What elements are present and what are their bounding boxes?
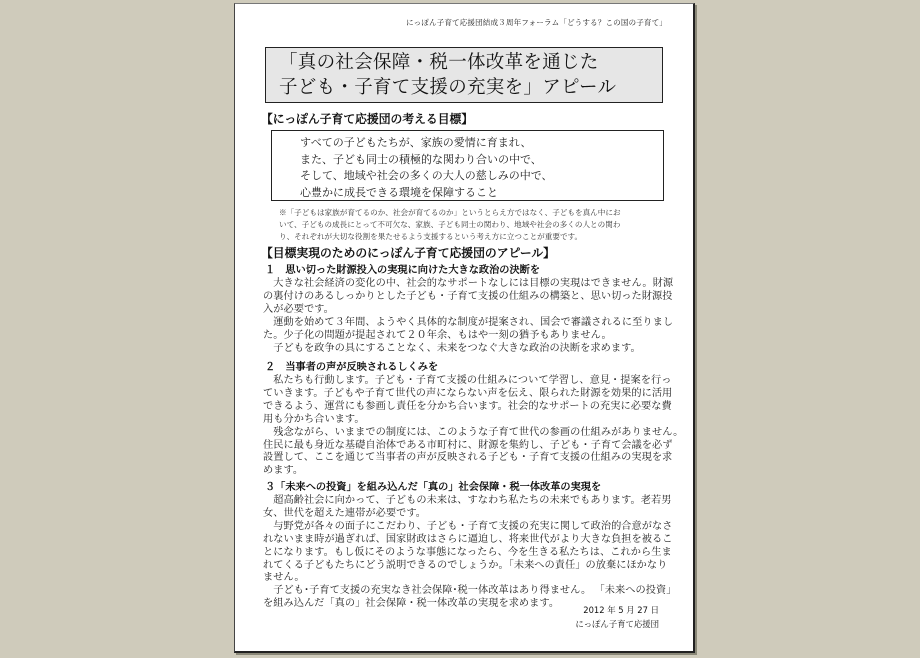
paragraph-line: た。少子化の問題が提起されて２０年余、もはや一刻の猶予もありません。 (263, 329, 612, 341)
paragraph-line: 入が必要です。 (263, 303, 334, 315)
goal-line: また、子ども同士の積極的な関わり合いの中で、 (300, 152, 542, 166)
title-line-2: 子ども・子育て支援の充実を」アピール (279, 77, 617, 98)
paragraph-line: を組み込んだ「真の」社会保障・税一体改革の実現を求めます。 (263, 598, 560, 610)
appeal-heading: 【目標実現のためのにっぽん子育て応援団のアピール】 (261, 246, 555, 260)
appeal-item-heading: ３「未来への投資」を組み込んだ「真の」社会保障・税一体改革の実現を (265, 482, 602, 493)
note-line: いて、子どもの成長にとって不可欠な、家族、子ども同士の関わり、地域や社会の多くの人との関わ (279, 220, 621, 230)
appeal-item-heading: ２ 当事者の声が反映されるしくみを (265, 362, 439, 373)
paragraph-line: とになります。もし仮にそのような事態になったら、今を生きる私たちは、これから生ま (263, 546, 672, 558)
goals-footnote (279, 207, 664, 244)
paragraph-line: 私たちも行動します。子ども・子育て支援の仕組みについて学習し、意見・提案を行っ (263, 375, 672, 386)
paragraph-line: れてくる子どもたちにどう説明できるのでしょうか。「未来への責任」の放棄にほかなり (263, 559, 668, 571)
appeal-item-1 (263, 264, 674, 355)
goals-heading: 【にっぽん子育て応援団の考える目標】 (261, 112, 474, 126)
goal-line: 心豊かに成長できる環境を保障すること (300, 185, 498, 199)
note-line: り、それぞれが大切な役割を果たせるよう支援するという考え方に立つことが重要です。 (279, 232, 583, 242)
paragraph-line: れないまま時が過ぎれば、国家財政はさらに逼迫し、将来世代がより大きな負担を被るこ (263, 533, 673, 545)
appeal-item-3 (263, 481, 677, 611)
paragraph-line: 住民に最も身近な基礎自治体である市町村に、財源を集約し、子ども・子育て会議を必ず (263, 439, 673, 451)
goal-line: すべての子どもたちが、家族の愛情に育まれ、 (300, 136, 532, 149)
paragraph-line: ません。 (263, 572, 305, 584)
forum-header-note: にっぽん子育て応援団結成３周年フォーラム「どうする？この国の子育て」 (406, 18, 667, 27)
paragraph-line: 女、世代を超えた連帯が必要です。 (263, 507, 426, 519)
paragraph-line: の裏付けのあるしっかりとした子ども・子育て支援の仕組みの構築と、思い切った財源投 (263, 290, 673, 302)
paragraph-line: ていきます。子どもや子育て世代の声にならない声を伝え、限られた財源を効果的に活用 (263, 387, 673, 399)
note-line: ※「子どもは家族が育てるのか、社会が育てるのか」というとらえ方ではなく、子どもを真ん中にお (279, 208, 621, 217)
signature-date: 2012 年 5 月 27 日 (583, 605, 659, 615)
goal-line: そして、地域や社会の多くの大人の慈しみの中で、 (300, 169, 553, 183)
signature-organization: にっぽん子育て応援団 (575, 619, 659, 629)
paragraph-line: 与野党が各々の面子にこだわり、子ども・子育て支援の充実に関して政治的合意がなさ (263, 520, 673, 532)
paragraph-line: 超高齢社会に向かって、子どもの未来は、すなわち私たちの未来でもあります。老若男 (263, 495, 672, 506)
goals-box (271, 130, 664, 201)
paragraph-line: 大きな社会経済の変化の中、社会的なサポートなしには目標の実現はできません。財源 (263, 278, 674, 289)
appeal-item-heading: １ 思い切った財源投入の実現に向けた大きな政治の決断を (265, 265, 541, 276)
paragraph-line: 残念ながら、いままでの制度には、このような子育て世代の参画の仕組みがありません。 (263, 426, 684, 438)
paragraph-line: できるよう、運営にも参画し責任を分かち合います。社会的なサポートの充実に必要な費 (263, 400, 672, 412)
paragraph-line: 用も分かち合います。 (263, 413, 365, 425)
paragraph-line: 子どもを政争の具にすることなく、未来をつなぐ大きな政治の決断を求めます。 (263, 342, 641, 354)
paragraph-line: 運動を始めて３年間、ようやく具体的な制度が提案され、国会で審議されるに至りまし (263, 316, 674, 328)
paragraph-line: めます。 (263, 465, 304, 477)
title-line-1: 「真の社会保障・税一体改革を通じた (279, 52, 599, 73)
appeal-title-box (265, 47, 663, 103)
paragraph-line: 設置して、ここを通じて当事者の声が反映される子ども・子育て支援の仕組みの実現を求 (263, 452, 673, 464)
appeal-item-2 (263, 361, 684, 478)
paragraph-line: 子ども･子育て支援の充実なき社会保障･税一体改革はあり得ません。 「未来への投資」 (263, 585, 677, 597)
document-page (234, 3, 695, 653)
